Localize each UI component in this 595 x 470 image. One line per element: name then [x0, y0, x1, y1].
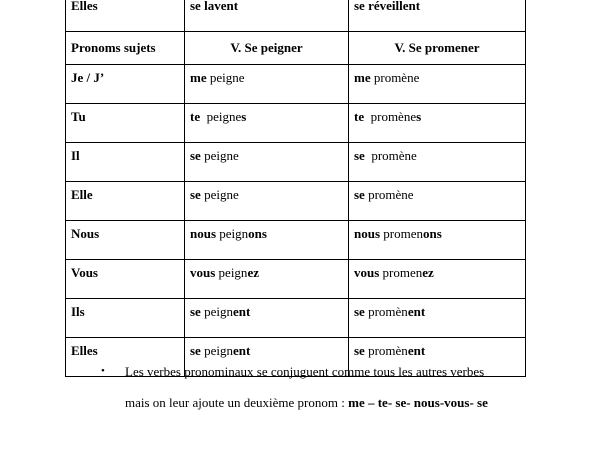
bullet-note [101, 356, 544, 418]
conjugation-bold-part: ent [407, 304, 426, 319]
conjugation-bold-part: se [354, 343, 365, 358]
conjugation-bold-part: te [190, 109, 201, 124]
conjugation-bold-part: ez [422, 265, 434, 280]
conjugation-cell-peigner [185, 221, 349, 260]
conjugation-bold-part: se [190, 304, 201, 319]
header-pronoms-sujets: Pronoms sujets [66, 32, 185, 65]
pronoun-cell [66, 299, 185, 338]
conjugation-stem: promène [364, 148, 417, 163]
pronoun-list: me – te- se- nous-vous- se [348, 395, 488, 410]
conjugation-bold-part: se [354, 187, 365, 202]
conjugation-bold-part: ent [232, 343, 251, 358]
pronoun-label: Vous [71, 265, 98, 280]
conjugation-bold-part: ons [423, 226, 442, 241]
conjugation-stem: promen [380, 226, 423, 241]
conjugation-cell-peigner [185, 299, 349, 338]
conjugation-bold-part: nous [354, 226, 381, 241]
table-row-cut [66, 0, 526, 32]
conjugation-cell-peigner [185, 65, 349, 104]
table-row [66, 65, 526, 104]
cut-cell-peigner: se lavent [185, 0, 349, 32]
conjugation-stem: peigne [200, 187, 239, 202]
pronoun-label: Il [71, 148, 80, 163]
conjugation-cell-promener [349, 182, 526, 221]
pronoun-label: Elle [71, 187, 93, 202]
pronoun-label: Elles [71, 343, 98, 358]
pronoun-label: Nous [71, 226, 100, 241]
note-line-1: Les verbes pronominaux se conjuguent comme tous les autres verbes [125, 364, 485, 379]
conjugation-stem: peign [200, 304, 233, 319]
table-row [66, 260, 526, 299]
conjugation-table [65, 0, 526, 377]
conjugation-cell-peigner [185, 260, 349, 299]
conjugation-stem: promèn [364, 304, 408, 319]
table-header-row [66, 32, 526, 65]
conjugation-stem: promène [364, 109, 417, 124]
conjugation-stem: peigne [206, 70, 245, 85]
conjugation-cell-promener [349, 221, 526, 260]
bullet-icon: • [101, 365, 105, 377]
conjugation-bold-part: se [190, 187, 201, 202]
table-row [66, 221, 526, 260]
conjugation-stem: peigne [200, 109, 242, 124]
conjugation-bold-part: te [354, 109, 365, 124]
pronoun-label: Ils [71, 304, 85, 319]
pronoun-cell [66, 221, 185, 260]
conjugation-stem: promène [370, 70, 420, 85]
pronoun-cell [66, 65, 185, 104]
pronoun-cell [66, 260, 185, 299]
conjugation-stem: peigne [200, 148, 239, 163]
conjugation-bold-part: se [354, 304, 365, 319]
conjugation-stem: peign [215, 265, 248, 280]
conjugation-stem: promène [364, 187, 414, 202]
conjugation-bold-part: nous [190, 226, 217, 241]
conjugation-cell-promener [349, 260, 526, 299]
conjugation-bold-part: vous [354, 265, 380, 280]
pronoun-cell [66, 143, 185, 182]
note-line-2-text: mais on leur ajoute un deuxième pronom : [125, 395, 349, 410]
cut-cell-promener: se réveillent [349, 0, 526, 32]
conjugation-bold-part: s [241, 109, 247, 124]
conjugation-bold-part: vous [190, 265, 216, 280]
conjugation-bold-part: ent [232, 304, 251, 319]
table-row [66, 143, 526, 182]
conjugation-bold-part: me [354, 70, 371, 85]
conjugation-stem: promen [379, 265, 423, 280]
conjugation-cell-peigner [185, 143, 349, 182]
conjugation-cell-peigner [185, 182, 349, 221]
conjugation-bold-part: se [190, 343, 201, 358]
conjugation-bold-part: s [416, 109, 422, 124]
conjugation-stem: promèn [364, 343, 408, 358]
conjugation-cell-promener [349, 104, 526, 143]
conjugation-bold-part: ons [248, 226, 267, 241]
pronoun-cell [66, 104, 185, 143]
conjugation-bold-part: ent [407, 343, 426, 358]
conjugation-stem: peign [216, 226, 249, 241]
conjugation-bold-part: me [190, 70, 207, 85]
table-row [66, 299, 526, 338]
table-row [66, 104, 526, 143]
table-row [66, 182, 526, 221]
conjugation-cell-promener [349, 299, 526, 338]
header-se-peigner: V. Se peigner [185, 32, 349, 65]
conjugation-bold-part: se [190, 148, 201, 163]
conjugation-bold-part: se [354, 148, 365, 163]
conjugation-cell-peigner [185, 104, 349, 143]
conjugation-cell-promener [349, 143, 526, 182]
conjugation-bold-part: ez [247, 265, 259, 280]
conjugation-stem: peign [200, 343, 233, 358]
note-line-2 [125, 387, 544, 418]
conjugation-cell-promener [349, 65, 526, 104]
pronoun-cell [66, 182, 185, 221]
pronoun-label: Tu [71, 109, 86, 124]
header-se-promener: V. Se promener [349, 32, 526, 65]
pronoun-label: Je / J’ [71, 70, 105, 85]
cut-cell-pronoun: Elles [66, 0, 185, 32]
